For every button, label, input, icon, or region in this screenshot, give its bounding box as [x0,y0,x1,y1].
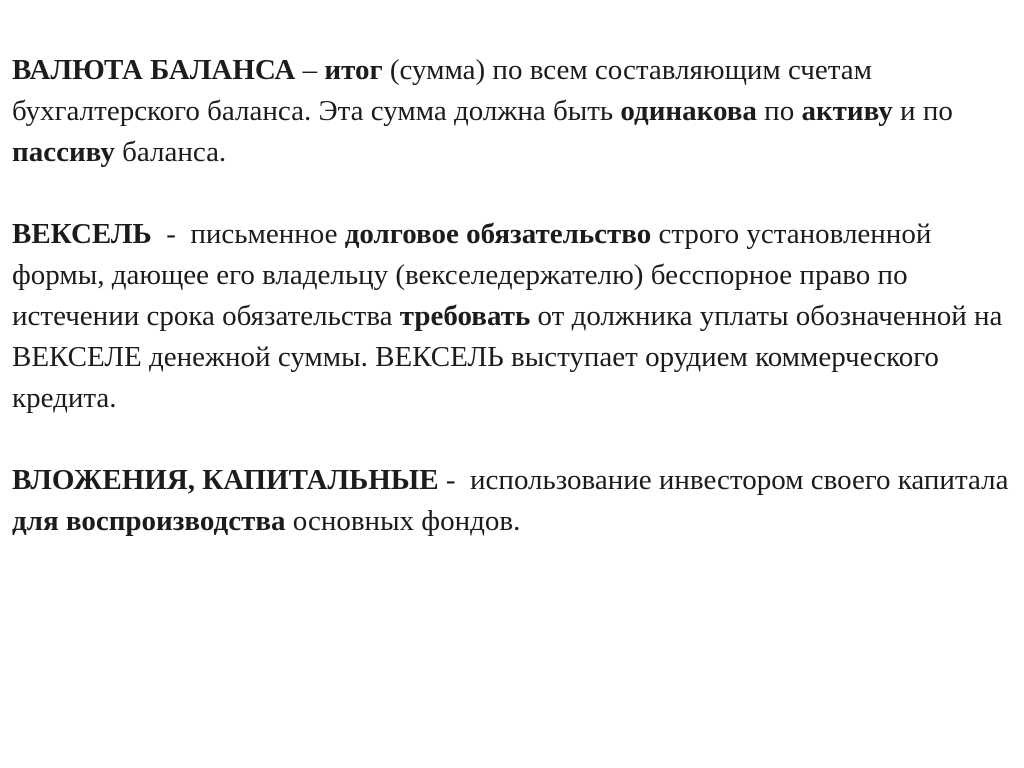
bold-segment: пассиву [12,136,115,168]
definition-vlozheniya-kapitalnye [12,460,1016,542]
term-valuta-balansa: ВАЛЮТА БАЛАНСА [12,54,296,86]
slide-content [12,50,1016,542]
bold-segment: требовать [399,300,531,332]
bold-segment: долговое обязательство [344,218,652,250]
text-segment: по [756,95,802,127]
definition-valuta-balansa [12,50,1012,173]
bold-segment: активу [801,95,893,127]
text-segment: от должника уплаты обозначенной на ВЕКСЕЛЕ денежной суммы. ВЕКСЕЛЬ выступает орудием коммерческого кредита. [12,300,1003,414]
text-segment: (сумма) по всем составляющим счетам бухгалтерского баланса. Эта сумма должна быть [12,54,873,127]
term-veksel: ВЕКСЕЛЬ [12,218,152,250]
term-vlozheniya-kapitalnye: ВЛОЖЕНИЯ, КАПИТАЛЬНЫЕ [12,464,439,496]
bold-segment: итог [324,54,383,86]
bold-segment: для воспроизводства [12,505,286,537]
text-segment: строго установленной формы, дающее его владельцу (векселедержателю) бесспорное право по истечении срока обязательства [12,218,932,332]
definition-veksel [12,214,1012,419]
text-segment: основных фондов. [285,505,521,537]
text-segment: и по [892,95,953,127]
text-segment: - письменное [151,218,345,250]
bold-segment: одинакова [620,95,757,127]
text-segment: - использование инвестором своего капитала [438,464,1016,496]
text-segment: – [295,54,325,86]
text-segment: баланса. [114,136,227,168]
